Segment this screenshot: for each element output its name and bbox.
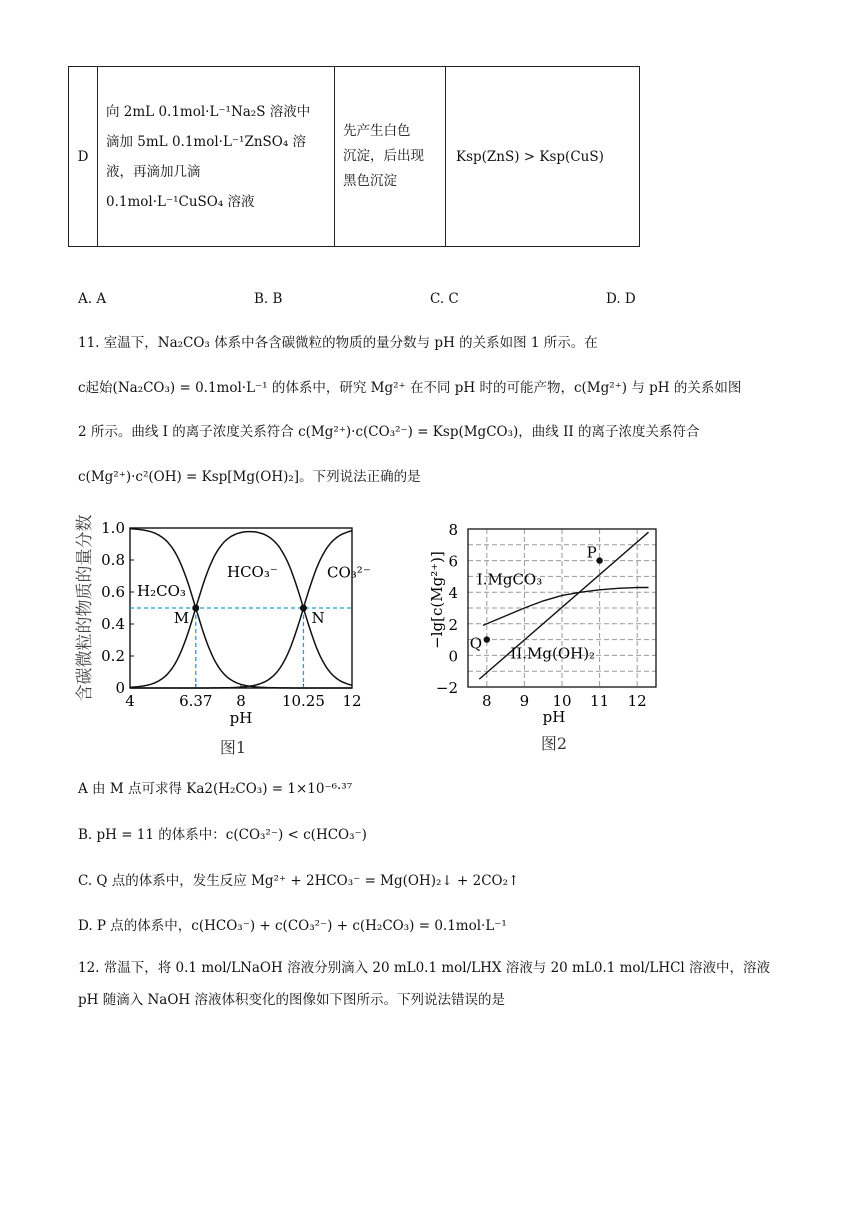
q11-option-c[interactable]: C. Q 点的体系中，发生反应 Mg²⁺ + 2HCO₃⁻ = Mg(OH)₂↓ + 2CO₂↑ — [78, 873, 520, 889]
figure-1-plot — [75, 515, 371, 758]
x-tick-label: 11 — [590, 692, 610, 710]
table-row — [69, 67, 640, 247]
series-label: CO₃²⁻ — [327, 563, 371, 582]
figure-2-plot — [428, 521, 656, 753]
data-point — [484, 636, 490, 642]
y-tick-label: 0.8 — [101, 551, 125, 569]
phenomenon-line: 先产生白色 — [343, 123, 411, 139]
option-d-label: D — [69, 67, 98, 247]
x-tick-label: 12 — [627, 692, 647, 710]
x-tick-label: 4 — [125, 692, 135, 710]
point-label: M — [173, 609, 190, 627]
plot-frame — [130, 528, 352, 688]
q12-stem-line: pH 随滴入 NaOH 溶液体积变化的图像如下图所示。下列说法错误的是 — [78, 992, 505, 1008]
point-label: N — [311, 609, 325, 627]
x-tick-label: 10.25 — [281, 692, 325, 710]
series-label: H₂CO₃ — [137, 582, 186, 600]
series-line — [483, 588, 649, 626]
x-tick-label: 10 — [552, 692, 572, 710]
q11-option-b[interactable]: B. pH = 11 的体系中：c(CO₃²⁻) < c(HCO₃⁻) — [78, 827, 367, 843]
y-tick-label: 1.0 — [101, 519, 125, 537]
data-point — [192, 605, 199, 612]
x-tick-label: 8 — [482, 692, 492, 710]
choice-a[interactable]: A. A — [78, 291, 107, 307]
y-tick-label: −2 — [435, 679, 458, 697]
y-tick-label: 2 — [448, 615, 458, 634]
y-tick-label: 0 — [115, 679, 125, 697]
conclusion-cell: Ksp(ZnS) > Ksp(CuS) — [446, 67, 640, 247]
choice-c[interactable]: C. C — [430, 291, 459, 307]
y-tick-label: 0.4 — [101, 615, 125, 633]
data-point — [596, 557, 602, 563]
point-label: Q — [469, 634, 483, 653]
figure-2-chart — [430, 515, 670, 760]
phenomenon-line: 黑色沉淀 — [343, 173, 397, 189]
point-label: P — [586, 543, 597, 562]
series-label: HCO₃⁻ — [227, 562, 278, 581]
reagent-line: 滴加 5mL 0.1mol·L⁻¹ZnSO₄ 溶 — [106, 133, 307, 150]
series-label: II.Mg(OH)₂ — [510, 644, 596, 663]
choice-d[interactable]: D. D — [606, 291, 636, 307]
x-axis-label: pH — [229, 709, 253, 727]
reagent-cell — [98, 67, 335, 247]
q11-stem-line: c(Mg²⁺)·c²(OH) = Ksp[Mg(OH)₂]。下列说法正确的是 — [78, 469, 421, 485]
q11-option-d[interactable]: D. P 点的体系中，c(HCO₃⁻) + c(CO₃²⁻) + c(H₂CO₃) = 0.1mol·L⁻¹ — [78, 918, 507, 934]
figure-caption: 图1 — [219, 738, 247, 757]
y-tick-label: 0.6 — [101, 583, 125, 601]
reagent-line: 液，再滴加几滴 — [106, 163, 201, 180]
y-tick-label: 0 — [448, 647, 458, 666]
choice-b[interactable]: B. B — [254, 291, 283, 307]
y-axis-label: −lg[c(Mg²⁺)] — [428, 551, 446, 649]
reagent-line: 向 2mL 0.1mol·L⁻¹Na₂S 溶液中 — [106, 103, 311, 120]
q11-stem-line: 2 所示。曲线 I 的离子浓度关系符合 c(Mg²⁺)·c(CO₃²⁻) = Ksp(MgCO₃)，曲线 II 的离子浓度关系符合 — [78, 424, 700, 440]
figure-caption: 图2 — [540, 734, 568, 753]
y-tick-label: 6 — [448, 552, 458, 571]
y-tick-label: 8 — [448, 521, 458, 539]
x-tick-label: 8 — [236, 692, 246, 710]
q11-option-a[interactable]: A 由 M 点可求得 Ka2(H₂CO₃) = 1×10⁻⁶·³⁷ — [78, 781, 353, 797]
data-point — [300, 605, 307, 612]
x-tick-label: 12 — [342, 692, 362, 710]
x-tick-label: 9 — [519, 692, 530, 710]
x-axis-label: pH — [542, 708, 566, 726]
figure-1-chart — [70, 505, 370, 760]
y-tick-label: 0.2 — [101, 647, 125, 665]
reagent-line: 0.1mol·L⁻¹CuSO₄ 溶液 — [106, 193, 255, 210]
y-tick-label: 4 — [448, 584, 458, 603]
q11-stem-line: 11. 室温下，Na₂CO₃ 体系中各含碳微粒的物质的量分数与 pH 的关系如图 1 所示。在 — [78, 335, 598, 351]
y-axis-label: 含碳微粒的物质的量分数 — [75, 514, 95, 702]
phenomenon-line: 沉淀，后出现 — [343, 148, 424, 164]
option-table — [68, 66, 640, 247]
q11-stem-line: c起始(Na₂CO₃) = 0.1mol·L⁻¹ 的体系中，研究 Mg²⁺ 在不同 pH 时的可能产物，c(Mg²⁺) 与 pH 的关系如图 — [78, 380, 742, 396]
series-label: I.MgCO₃ — [476, 570, 543, 589]
phenomenon-cell — [335, 67, 446, 247]
x-tick-label: 6.37 — [179, 692, 213, 710]
q12-stem-line: 12. 常温下，将 0.1 mol/LNaOH 溶液分别滴入 20 mL0.1 mol/LHX 溶液与 20 mL0.1 mol/LHCl 溶液中，溶液 — [78, 960, 771, 976]
